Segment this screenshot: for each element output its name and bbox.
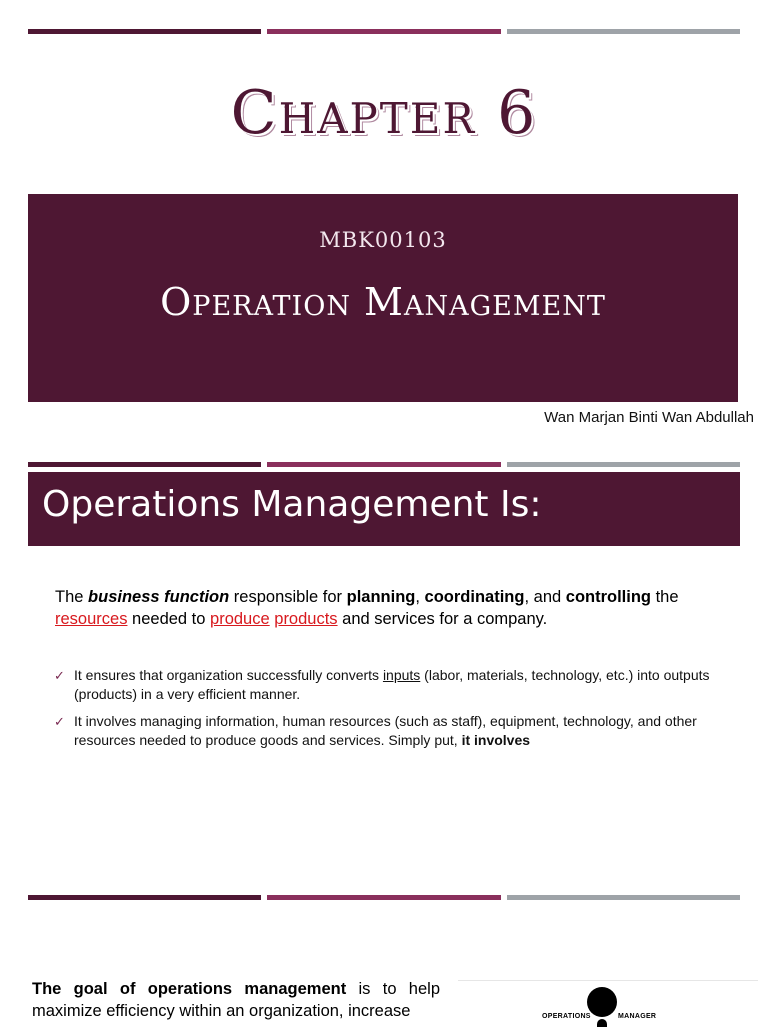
decorative-top-bar: [28, 462, 740, 467]
bullet-list: [54, 666, 724, 758]
bar-segment-plum: [28, 29, 261, 34]
definition-text: The: [55, 588, 89, 606]
term-inputs: inputs: [382, 667, 421, 683]
goal-text: is to help maximize efficiency within an organization, increase: [32, 980, 441, 1020]
slide-header: [28, 472, 740, 546]
course-name: Operation Management: [160, 280, 606, 324]
bar-segment-plum: [28, 462, 261, 467]
term-business-function: business function: [88, 588, 230, 606]
link-resources[interactable]: resources: [55, 610, 128, 628]
definition-paragraph: [55, 586, 725, 630]
bullet-text: It ensures that organization successfully converts: [74, 667, 383, 683]
link-produce[interactable]: produce: [210, 610, 270, 628]
person-icon: [587, 987, 617, 1017]
bar-segment-gray: [507, 462, 740, 467]
bar-segment-magenta: [267, 29, 500, 34]
definition-text: ,: [415, 588, 425, 606]
bullet-text: It involves managing information, human resources (such as staff), equipment, technology, and other resources needed to produce goods and services. Simply put,: [74, 713, 697, 748]
definition-text: needed to: [127, 610, 211, 628]
slide-heading: Operations Management Is:: [42, 484, 542, 525]
list-item: [54, 666, 724, 704]
bar-segment-plum: [28, 895, 261, 900]
bar-segment-gray: [507, 29, 740, 34]
title-slide: [0, 0, 768, 440]
term-coordinating: coordinating: [424, 588, 525, 606]
bar-segment-magenta: [267, 895, 500, 900]
definition-text: responsible for: [229, 588, 347, 606]
person-body-icon: [597, 1019, 607, 1027]
goal-paragraph: [32, 978, 440, 1022]
chapter-title: Chapter 6: [230, 78, 538, 148]
author-name: Wan Marjan Binti Wan Abdullah: [544, 409, 754, 426]
check-icon: ✓: [54, 668, 65, 683]
bar-segment-magenta: [267, 462, 500, 467]
definition-text: the: [651, 588, 679, 606]
check-icon: ✓: [54, 714, 65, 729]
goal-bold-text: The goal of operations management: [32, 980, 347, 998]
diagram-label-operations: OPERATIONS: [542, 1013, 591, 1020]
list-item: [54, 712, 724, 750]
goal-slide: [0, 880, 768, 1024]
bar-segment-gray: [507, 895, 740, 900]
term-planning: planning: [346, 588, 416, 606]
bullet-bold-text: it involves: [461, 732, 531, 748]
course-code: MBK00103: [319, 228, 447, 252]
operations-diagram: [458, 980, 758, 1025]
bullet-text: (labor, materials, technology, etc.) into outputs (products) in a very efficient manner.: [74, 667, 710, 702]
definition-text: , and: [524, 588, 566, 606]
definition-slide: [0, 440, 768, 880]
term-controlling: controlling: [565, 588, 652, 606]
link-products[interactable]: products: [274, 610, 338, 628]
course-title-box: [28, 194, 738, 402]
definition-text: and services for a company.: [337, 610, 548, 628]
decorative-top-bar: [28, 29, 740, 34]
decorative-top-bar: [28, 895, 740, 900]
diagram-label-manager: MANAGER: [618, 1013, 657, 1020]
